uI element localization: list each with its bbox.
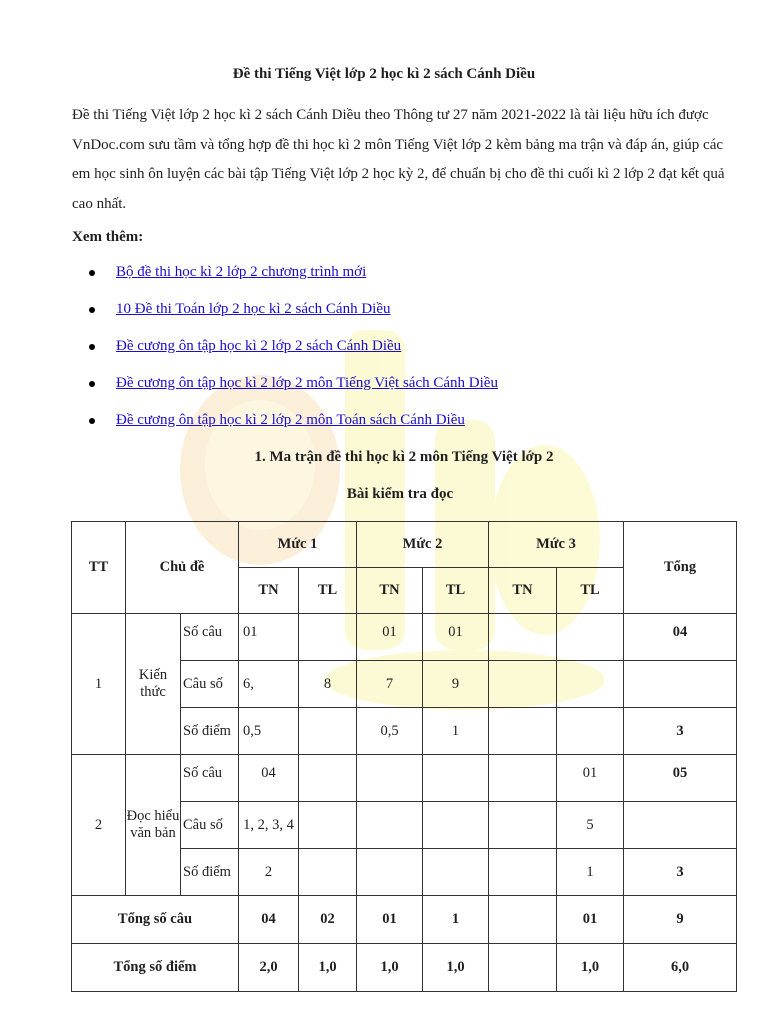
header-sub: TL xyxy=(557,568,624,614)
header-muc-3: Mức 3 xyxy=(489,522,624,568)
total-cell: 1,0 xyxy=(557,944,624,992)
header-sub: TL xyxy=(423,568,489,614)
total-cell xyxy=(489,944,557,992)
sub-heading: Bài kiểm tra đọc xyxy=(346,486,454,502)
row-total: 3 xyxy=(624,708,737,755)
bullet-icon xyxy=(89,344,95,350)
table-cell xyxy=(423,802,489,849)
table-cell: 01 xyxy=(423,614,489,661)
table-cell xyxy=(489,708,557,755)
total-row-label: Tổng số điểm xyxy=(72,944,239,992)
bullet-icon xyxy=(89,381,95,387)
group-tt: 1 xyxy=(72,614,126,755)
table-cell xyxy=(557,661,624,708)
list-item xyxy=(0,372,768,409)
table-cell: 1, 2, 3, 4 xyxy=(239,802,299,849)
row-total: 3 xyxy=(624,849,737,896)
header-muc-2: Mức 2 xyxy=(357,522,489,568)
total-cell: 01 xyxy=(557,896,624,944)
table-cell xyxy=(299,708,357,755)
row-total xyxy=(624,661,737,708)
total-cell: 1,0 xyxy=(299,944,357,992)
table-cell xyxy=(489,661,557,708)
row-label: Câu số xyxy=(181,802,239,849)
header-chu-de: Chủ đề xyxy=(126,522,239,614)
table-cell xyxy=(489,755,557,802)
group-tt: 2 xyxy=(72,755,126,896)
table-cell xyxy=(299,849,357,896)
table-cell: 1 xyxy=(423,708,489,755)
row-total: 04 xyxy=(624,614,737,661)
list-item xyxy=(0,409,768,446)
table-cell xyxy=(357,849,423,896)
header-sub: TN xyxy=(239,568,299,614)
list-item xyxy=(0,335,768,372)
total-cell: 2,0 xyxy=(239,944,299,992)
row-label: Số câu xyxy=(181,614,239,661)
table-cell xyxy=(489,802,557,849)
see-more-label: Xem thêm: xyxy=(72,229,144,245)
table-cell xyxy=(423,849,489,896)
related-links-list xyxy=(0,261,768,446)
total-cell: 1 xyxy=(423,896,489,944)
list-item xyxy=(0,298,768,335)
total-row-label: Tổng số câu xyxy=(72,896,239,944)
total-cell: 04 xyxy=(239,896,299,944)
row-label: Số điểm xyxy=(181,708,239,755)
table-cell xyxy=(557,708,624,755)
table-cell: 5 xyxy=(557,802,624,849)
row-label: Câu số xyxy=(181,661,239,708)
table-cell: 0,5 xyxy=(357,708,423,755)
table-cell xyxy=(299,755,357,802)
table-cell: 04 xyxy=(239,755,299,802)
table-cell xyxy=(423,755,489,802)
row-label: Số câu xyxy=(181,755,239,802)
group-topic: Kiến thức xyxy=(126,614,181,755)
header-tong: Tổng xyxy=(624,522,737,614)
table-cell xyxy=(489,849,557,896)
table-cell xyxy=(489,614,557,661)
table-cell: 2 xyxy=(239,849,299,896)
table-cell xyxy=(357,802,423,849)
table-cell xyxy=(299,614,357,661)
table-cell: 01 xyxy=(557,755,624,802)
related-link[interactable]: Bộ đề thi học kì 2 lớp 2 chương trình mới xyxy=(116,264,367,280)
total-cell: 01 xyxy=(357,896,423,944)
page-title: Đề thi Tiếng Việt lớp 2 học kì 2 sách Cánh Diều xyxy=(232,66,536,82)
bullet-icon xyxy=(89,270,95,276)
table-cell: 9 xyxy=(423,661,489,708)
total-cell: 1,0 xyxy=(357,944,423,992)
table-cell xyxy=(557,614,624,661)
row-total xyxy=(624,802,737,849)
total-cell: 1,0 xyxy=(423,944,489,992)
grand-total: 9 xyxy=(624,896,737,944)
list-item xyxy=(0,261,768,298)
header-muc-1: Mức 1 xyxy=(239,522,357,568)
table-cell: 8 xyxy=(299,661,357,708)
related-link[interactable]: Đề cương ôn tập học kì 2 lớp 2 môn Tiếng Việt sách Cánh Diều xyxy=(116,375,498,391)
table-cell: 01 xyxy=(239,614,299,661)
group-topic: Đọc hiểu văn bản xyxy=(126,755,181,896)
exam-matrix-table xyxy=(71,521,737,992)
section-heading: 1. Ma trận đề thi học kì 2 môn Tiếng Việt lớp 2 xyxy=(254,449,554,465)
total-cell xyxy=(489,896,557,944)
bullet-icon xyxy=(89,307,95,313)
table-cell: 0,5 xyxy=(239,708,299,755)
table-cell: 1 xyxy=(557,849,624,896)
header-tt: TT xyxy=(72,522,126,614)
table-cell: 6, xyxy=(239,661,299,708)
table-cell xyxy=(357,755,423,802)
related-link[interactable]: Đề cương ôn tập học kì 2 lớp 2 sách Cánh Diều xyxy=(116,338,402,354)
bullet-icon xyxy=(89,418,95,424)
row-total: 05 xyxy=(624,755,737,802)
header-sub: TN xyxy=(357,568,423,614)
table-cell: 01 xyxy=(357,614,423,661)
total-cell: 02 xyxy=(299,896,357,944)
header-sub: TL xyxy=(299,568,357,614)
intro-paragraph: Đề thi Tiếng Việt lớp 2 học kì 2 sách Cánh Diều theo Thông tư 27 năm 2021-2022 là tài liệu hữu ích được VnDoc.com sưu tầm và tổng hợp đề thi học kì 2 môn Tiếng Việt lớp 2 kèm bảng ma trận và đáp án, giúp các em học sinh ôn luyện các bài tập Tiếng Việt lớp 2 học kỳ 2, để chuẩn bị cho đề thi cuối kì 2 lớp 2 đạt kết quả cao nhất. xyxy=(72,107,725,212)
row-label: Số điểm xyxy=(181,849,239,896)
related-link[interactable]: 10 Đề thi Toán lớp 2 học kì 2 sách Cánh Diều xyxy=(116,301,391,317)
grand-total: 6,0 xyxy=(624,944,737,992)
table-cell xyxy=(299,802,357,849)
header-sub: TN xyxy=(489,568,557,614)
related-link[interactable]: Đề cương ôn tập học kì 2 lớp 2 môn Toán sách Cánh Diều xyxy=(116,412,465,428)
table-cell: 7 xyxy=(357,661,423,708)
